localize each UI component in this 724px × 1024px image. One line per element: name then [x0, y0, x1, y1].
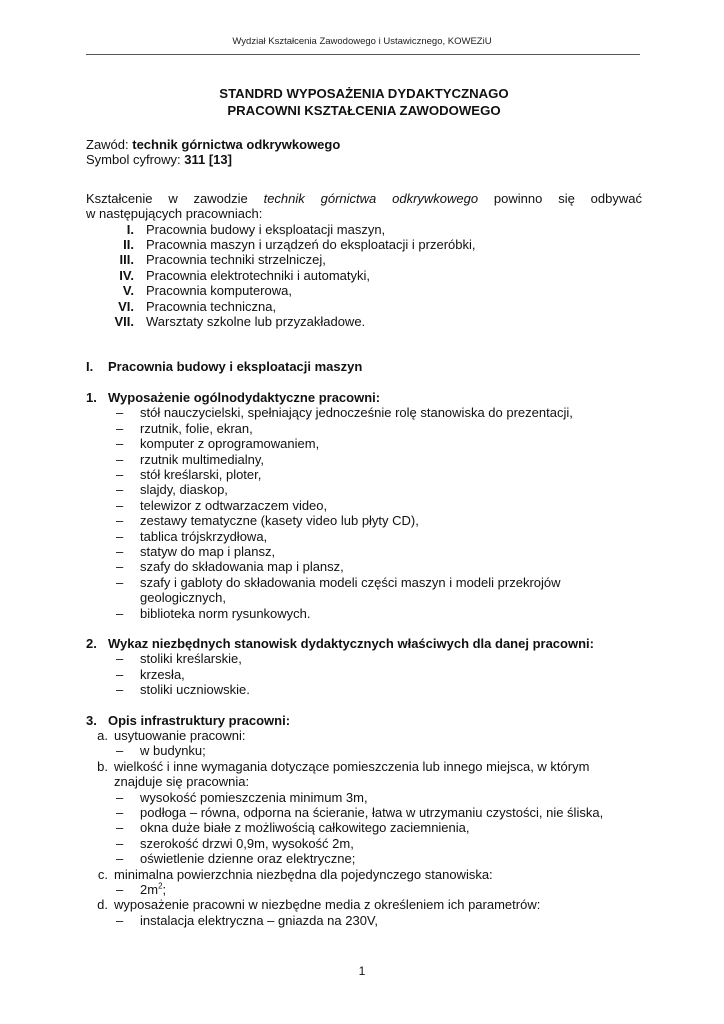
list-text: w budynku; [140, 743, 206, 759]
list-item [116, 467, 642, 482]
list-text: stoliki uczniowskie. [140, 682, 250, 698]
list-text: Pracownia techniki strzelniczej, [146, 252, 326, 268]
list-text: rzutnik, folie, ekran, [140, 420, 253, 436]
item-letter: c. [97, 866, 108, 882]
dash-marker: – [116, 497, 124, 513]
intro-line-2: w następujących pracowniach: [86, 206, 263, 222]
list-item [116, 743, 642, 758]
list-text: stoliki kreślarskie, [140, 651, 242, 667]
infra-b-list [86, 790, 642, 867]
list-text: komputer z oprogramowaniem, [140, 436, 320, 452]
dash-marker: – [116, 805, 124, 821]
subsection-heading-2 [86, 636, 642, 651]
list-item [116, 436, 642, 451]
list-item [86, 222, 642, 237]
subsection-title: Wyposażenie ogólnodydaktyczne pracowni: [108, 389, 381, 405]
subsection-number: 3. [86, 712, 97, 728]
infra-item-b [86, 759, 642, 790]
title-line-2: PRACOWNI KSZTAŁCENIA ZAWODOWEGO [227, 102, 501, 118]
item-text-line-1: wielkość i inne wymagania dotyczące pomieszczenia lub innego miejsca, w którym [114, 758, 590, 774]
list-text: rzutnik multimedialny, [140, 451, 265, 467]
intro-line-1 [86, 191, 642, 206]
list-text: instalacja elektryczna – gniazda na 230V, [140, 912, 379, 928]
profession-label: Zawód: [86, 137, 133, 152]
list-number: II. [123, 237, 134, 253]
dash-marker: – [116, 543, 124, 559]
item-text: wyposażenie pracowni w niezbędne media z określeniem ich parametrów: [114, 897, 541, 913]
infra-item-d [86, 897, 642, 912]
list-item [116, 498, 642, 513]
list-text: Pracownia elektrotechniki i automatyki, [146, 267, 370, 283]
list-number: IV. [119, 267, 134, 283]
list-item [116, 559, 642, 574]
list-number: VII. [114, 314, 134, 330]
list-text: Pracownia budowy i eksploatacji maszyn, [146, 221, 386, 237]
infra-c-list [86, 882, 642, 897]
list-item [86, 314, 642, 329]
dash-marker: – [116, 574, 124, 590]
dash-marker: – [116, 513, 124, 529]
dash-marker: – [116, 651, 124, 667]
list-text: stół nauczycielski, spełniający jednocześnie rolę stanowiska do prezentacji, [140, 405, 573, 421]
list-item [116, 836, 642, 851]
list-item [116, 851, 642, 866]
dash-marker: – [116, 789, 124, 805]
list-item [116, 805, 642, 820]
list-text: podłoga – równa, odporna na ścieranie, łatwa w utrzymaniu czystości, nie śliska, [140, 805, 604, 821]
list-number: VI. [118, 298, 134, 314]
area-exponent: 2 [158, 881, 163, 891]
list-item [116, 790, 642, 805]
section-heading [86, 359, 642, 374]
stations-list [86, 651, 642, 697]
list-text: Pracownia maszyn i urządzeń do eksploatacji i przeróbki, [146, 237, 476, 253]
list-text: szerokość drzwi 0,9m, wysokość 2m, [140, 835, 354, 851]
symbol-value: 311 [13] [184, 152, 232, 168]
list-item [86, 299, 642, 314]
profession-value: technik górnictwa odkrywkowego [132, 137, 341, 152]
item-text-line-2: znajduje się pracownia: [114, 774, 250, 790]
list-text: biblioteka norm rysunkowych. [140, 605, 311, 621]
infra-a-list [86, 743, 642, 758]
dash-marker: – [116, 528, 124, 544]
area-value: 2m [140, 882, 159, 898]
subsection-number: 2. [86, 635, 97, 651]
item-letter: d. [97, 897, 108, 913]
section-title: Pracownia budowy i eksploatacji maszyn [108, 359, 363, 375]
list-item [116, 882, 642, 897]
list-item [116, 405, 642, 420]
profession-line [86, 137, 642, 152]
list-item [116, 651, 642, 666]
dash-marker: – [116, 466, 124, 482]
dash-marker: – [116, 666, 124, 682]
infra-item-c [86, 867, 642, 882]
list-text: statyw do map i plansz, [140, 543, 276, 559]
document-title [86, 86, 642, 119]
subsection-title: Opis infrastruktury pracowni: [108, 712, 291, 728]
list-item [116, 529, 642, 544]
dash-marker: – [116, 482, 124, 498]
dash-marker: – [116, 682, 124, 698]
list-item [116, 606, 642, 621]
list-text: Warsztaty szkolne lub przyzakładowe. [146, 314, 366, 330]
list-text: slajdy, diaskop, [140, 482, 228, 498]
list-text: krzesła, [140, 666, 185, 682]
list-text: oświetlenie dzienne oraz elektryczne; [140, 851, 356, 867]
list-text: telewizor z odtwarzaczem video, [140, 497, 328, 513]
dash-marker: – [116, 420, 124, 436]
dash-marker: – [116, 851, 124, 867]
list-number: I. [126, 221, 134, 237]
list-text: zestawy tematyczne (kasety video lub płyty CD), [140, 513, 419, 529]
intro-italic: technik górnictwa odkrywkowego [263, 190, 479, 206]
symbol-label: Symbol cyfrowy: [86, 152, 185, 168]
list-item [116, 421, 642, 436]
equipment-list [86, 405, 642, 621]
item-text: usytuowanie pracowni: [114, 728, 246, 743]
item-text [114, 759, 589, 790]
subsection-heading-3 [86, 713, 642, 728]
list-item [116, 482, 642, 497]
list-item [86, 252, 642, 267]
intro-before: Kształcenie w zawodzie [86, 190, 264, 206]
dash-marker: – [116, 436, 124, 452]
page-number: 1 [358, 964, 366, 978]
list-text [140, 882, 166, 897]
list-item [116, 820, 642, 835]
list-number: V. [122, 283, 134, 299]
dash-marker: – [116, 405, 124, 421]
dash-marker: – [116, 743, 124, 759]
header-rule [86, 54, 640, 55]
symbol-line [86, 152, 642, 167]
list-item [86, 237, 642, 252]
list-text: okna duże białe z możliwością całkowitego zaciemnienia, [140, 820, 470, 836]
page-header: Wydział Kształcenia Zawodowego i Ustawicznego, KOWEZiU [232, 36, 492, 47]
list-item [116, 913, 642, 928]
list-item [86, 283, 642, 298]
item-text: minimalna powierzchnia niezbędna dla pojedynczego stanowiska: [114, 866, 493, 882]
list-item [86, 268, 642, 283]
list-text: szafy do składowania map i plansz, [140, 559, 344, 575]
list-item [116, 513, 642, 528]
title-line-1: STANDRD WYPOSAŻENIA DYDAKTYCZNAGO [219, 86, 509, 101]
intro-after: powinno się odbywać [478, 190, 642, 206]
list-text: Pracownia komputerowa, [146, 283, 292, 299]
section-number: I. [86, 359, 94, 375]
subsection-heading-1 [86, 390, 642, 405]
list-item [116, 452, 642, 467]
dash-marker: – [116, 820, 124, 836]
list-number: III. [119, 252, 134, 268]
item-letter: b. [97, 758, 108, 774]
dash-marker: – [116, 559, 124, 575]
area-suffix: ; [162, 882, 167, 898]
list-item [116, 544, 642, 559]
list-text: Pracownia techniczna, [146, 298, 277, 314]
list-text: tablica trójskrzydłowa, [140, 528, 268, 544]
dash-marker: – [116, 835, 124, 851]
list-item [116, 575, 642, 606]
dash-marker: – [116, 451, 124, 467]
infra-d-list [86, 913, 642, 928]
list-text: szafy i gabloty do składowania modeli części maszyn i modeli przekrojów geologicznych, [140, 574, 561, 606]
list-item [116, 667, 642, 682]
item-letter: a. [97, 728, 108, 743]
dash-marker: – [116, 882, 124, 898]
document-body [86, 86, 642, 928]
dash-marker: – [116, 605, 124, 621]
list-item [116, 682, 642, 697]
subsection-number: 1. [86, 389, 97, 405]
infra-item-a [86, 728, 642, 743]
list-text: wysokość pomieszczenia minimum 3m, [140, 789, 368, 805]
list-text: stół kreślarski, ploter, [140, 466, 262, 482]
dash-marker: – [116, 912, 124, 928]
workshop-list [86, 222, 642, 330]
subsection-title: Wykaz niezbędnych stanowisk dydaktycznych właściwych dla danej pracowni: [108, 635, 594, 651]
